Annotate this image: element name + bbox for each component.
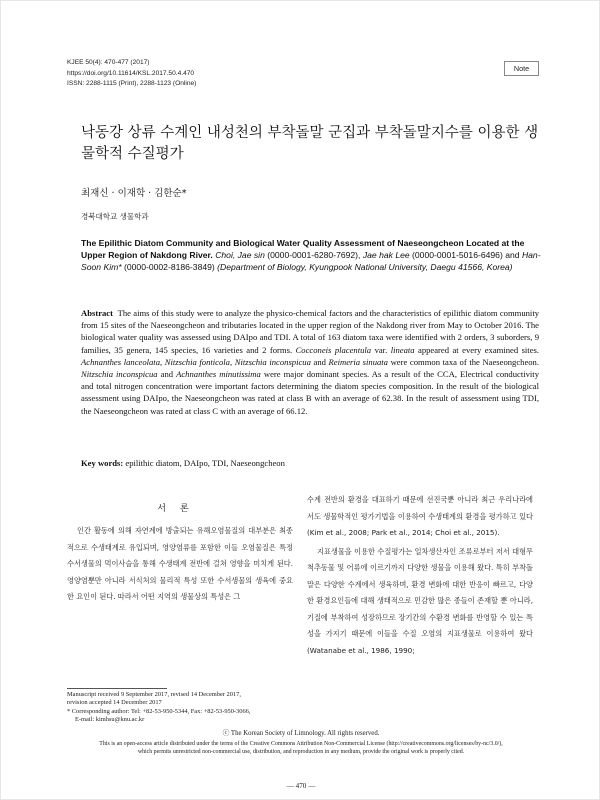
species-name: Nitzschia fonticola (164, 356, 230, 367)
english-citation-block (81, 238, 541, 273)
issn: ISSN: 2288-1115 (Print), 2288-1123 (Online) (67, 80, 197, 87)
species-name: Cocconeis placentula (295, 344, 372, 355)
author-name: Choi, Jae sin (215, 249, 265, 260)
section-title-introduction: 서론 (157, 504, 203, 514)
abstract-text: , (229, 356, 235, 367)
abstract-text: appeared at every examined sites. (414, 344, 539, 355)
abstract-text: and (310, 356, 329, 367)
species-name: Nitzschia inconspicua (81, 369, 158, 380)
page-number: — 470 — (286, 782, 316, 790)
body-column-left (67, 501, 293, 606)
author-name: Han-Soon Kim* (81, 249, 541, 272)
manuscript-accepted: revision accepted 14 December 2017 (67, 699, 162, 707)
abstract-text: , (160, 356, 165, 367)
author-orcid[interactable]: (0000-0001-6280-7692), (264, 249, 363, 260)
species-name: Nitzschia inconspicua (234, 356, 311, 367)
corresponding-author: * Corresponding author: Tel: +82-53-950-5344, Fax: +82-53-950-3066, (67, 707, 251, 715)
species-name: lineata (390, 344, 415, 355)
abstract-text: were common taxa of the Naeseongcheon. (387, 356, 540, 367)
abstract-text: were major dominant species. As a result of the CCA, Electrical conductivity and total nitrogen concentration were important factors determining the diatom species composition. In the result of the biological assessment using DAIpo, the Naeseongcheon was rated at class B with an average of 62.38. In the result of assessment using TDI, the Naeseongcheon was rated at class C with an average of 66.12. (81, 369, 539, 416)
footnote (67, 691, 297, 725)
journal-citation: KJEE 50(4): 470-477 (2017) (67, 59, 150, 66)
license-notice (41, 730, 561, 757)
note-badge: Note (504, 61, 539, 76)
doi-link[interactable]: https://doi.org/10.11614/KSL.2017.50.4.470 (67, 69, 195, 77)
license-line: This is an open-access article distributed under the terms of the Creative Commons Attribution Non-Commercial License (http://creativecommons.org/licenses/by-nc/3.0/), (99, 741, 503, 748)
manuscript-received: Manuscript received 9 September 2017, revised 14 December 2017, (67, 691, 241, 698)
author-name: Jae hak Lee (362, 249, 410, 260)
author-orcid[interactable]: (0000-0002-8186-3849) (121, 261, 218, 272)
abstract-text: var. (371, 344, 391, 355)
title-korean: 낙동강 상류 수계인 내성천의 부착돌말 군집과 부착돌말지수를 이용한 생물학적 수질평가 (81, 125, 539, 162)
author-email[interactable]: E-mail: kimhsu@knu.ac.kr (75, 716, 145, 724)
keywords (81, 458, 539, 468)
journal-meta (67, 58, 196, 90)
species-name: Reimeria sinuata (328, 356, 388, 367)
keywords-label: Key words: (81, 458, 124, 468)
affiliation-korean: 경북대학교 생물학과 (81, 212, 149, 221)
affiliation-english: (Department of Biology, Kyungpook National University, Daegu 41566, Korea) (217, 261, 513, 272)
body-paragraph: 수계 전반의 환경을 대표하기 때문에 선진국뿐 아니라 최근 우리나라에서도 생물학적인 평가기법을 이용하여 수생태계의 환경을 평가하고 있다(Kim et al., 2008; Park et al., 2014; Choi et al., 2015). (307, 495, 533, 537)
copyright: ⓒ The Korean Society of Limnology. All rights reserved. (222, 730, 380, 737)
author-orcid[interactable]: (0000-0001-5016-6496) and (409, 249, 522, 260)
abstract-text: The aims of this study were to analyze the physico-chemical factors and the characteristics of epilithic diatom community from 15 sites of the Naeseongcheon and tributaries located in the upper region of the Nakdong river from May to October 2016. The biological water quality was assessed using DAIpo and TDI. A total of 163 diatom taxa were identified with 2 orders, 3 suborders, 9 families, 35 genera, 145 species, 16 varieties and 2 forms. (81, 308, 540, 355)
footnote-divider (67, 688, 167, 689)
license-line: which permits unrestricted non-commercial use, distribution, and reproduction in any medium, provide the original work is properly cited. (137, 749, 465, 756)
body-column-right (307, 492, 533, 659)
body-paragraph: 지표생물을 이용한 수질평가는 일차생산자인 조류로부터 저서 대형무척추동물 및 어류에 이르기까지 다양한 생물을 이용해 왔다. 특히 부착돌말은 다양한 수계에서 생육하며, 환경 변화에 대한 반응이 빠르고, 다양한 환경요인들에 대해 생태적으로 민감한 많은 종들이 존재할 뿐 아니라, 기질에 부착하여 성장하므로 장기간의 수환경 변화를 반영할 수 있는 특성을 가지기 때문에 이들을 수질 오염의 지표생물로 이용하여 왔다(Watanabe et al., 1986, 1990; (307, 546, 533, 655)
species-name: Achnanthes lanceolata (81, 356, 160, 367)
title-english: The Epilithic Diatom Community and Biological Water Quality Assessment of Naeseongcheon Located at the Upper Region of Nakdong River. (81, 238, 525, 260)
body-paragraph: 인간 활동에 의해 자연계에 방출되는 유해오염물질의 대부분은 최종적으로 수생태계로 유입되며, 영양염류를 포함한 이들 오염물질은 특정 수서생물의 먹이사슬을 통해 수생태계 전반에 걸쳐 영향을 미치게 된다. 영양염뿐만 아니라 서식처의 물리적 특성 또한 수서생물의 생육에 중요한 요인이 된다. 따라서 어떤 지역의 생물상의 특성은 그 (67, 526, 293, 601)
abstract-label: Abstract (81, 308, 113, 318)
abstract-text: and (157, 369, 177, 380)
keywords-text: epilithic diatom, DAIpo, TDI, Naeseongcheon (123, 458, 285, 468)
species-name: Achnanthes minutissima (176, 369, 261, 380)
abstract (81, 307, 539, 417)
authors-korean: 최재신 · 이재학 · 김한순* (81, 188, 187, 199)
